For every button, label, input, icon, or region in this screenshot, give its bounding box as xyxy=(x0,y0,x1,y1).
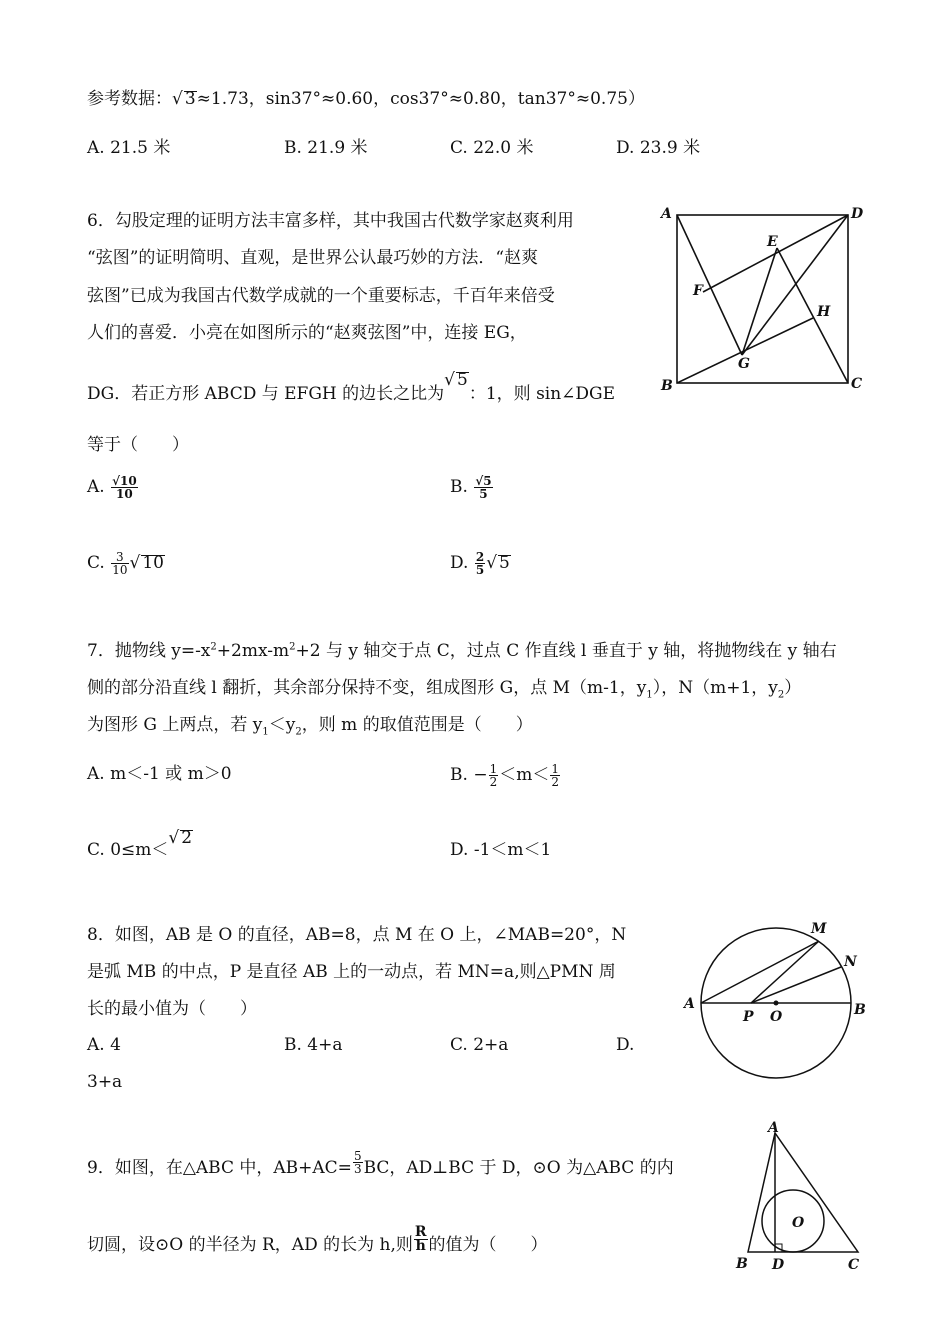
q7-option-a[interactable]: A. m＜-1 或 m＞0 xyxy=(87,764,232,784)
q7-opt-c-rad: 2 xyxy=(181,828,193,848)
segment-ag xyxy=(677,215,742,355)
label-e: E xyxy=(767,234,778,250)
q7-l2-sub2: 2 xyxy=(777,689,785,701)
label-f: F xyxy=(693,283,703,299)
q6-opt-a-num: √10 xyxy=(112,474,137,488)
label-a: A xyxy=(684,996,695,1012)
q9-l1-a: 9．如图，在△ABC 中，AB+AC= xyxy=(87,1158,352,1178)
q5-option-d[interactable]: D. 23.9 米 xyxy=(616,138,701,158)
q7-option-c[interactable]: C. 0≤m＜√ 2 xyxy=(87,828,193,860)
q7-opt-b-mid: ＜m＜ xyxy=(499,765,550,785)
q7-opt-b-label: B. xyxy=(450,765,468,785)
q6-opt-d-num: 2 xyxy=(475,550,485,564)
q7-line3 xyxy=(87,714,533,736)
q9-l2-b: 的值为（ ） xyxy=(428,1235,548,1255)
q7-l1-a: 7．抛物线 y=-x xyxy=(87,641,211,661)
label-h: H xyxy=(817,304,831,320)
q6-opt-c-rad: 10 xyxy=(142,553,164,573)
q7-option-b[interactable] xyxy=(450,763,561,788)
q6-line5-b: ：1，则 sin∠DGE xyxy=(468,384,616,404)
label-n: N xyxy=(844,954,857,970)
q7-l3-a: 为图形 G 上两点，若 y xyxy=(87,715,263,735)
q6-option-c[interactable]: C. $\frac{3}{10}$ √ 10 xyxy=(87,550,164,577)
q7-l1-sup2: 2 xyxy=(289,641,296,653)
segment-pn xyxy=(751,967,841,1003)
q6-opt-a-den: 10 xyxy=(116,487,133,501)
q7-opt-b-den2: 2 xyxy=(551,775,559,789)
q8-option-d[interactable]: D. xyxy=(616,1035,635,1055)
q9-l1-den: 3 xyxy=(353,1162,362,1176)
label-b: B xyxy=(736,1256,748,1272)
label-b: B xyxy=(661,378,673,394)
q9-line1 xyxy=(87,1149,674,1181)
sqrt-symbol: √ xyxy=(172,89,183,109)
q7-opt-b-den1: 2 xyxy=(489,775,498,789)
q7-l1-sup1: 2 xyxy=(210,641,217,653)
ref-rest: ≈1.73，sin37°≈0.60，cos37°≈0.80，tan37°≈0.75） xyxy=(196,89,645,109)
q8-option-b[interactable]: B. 4+a xyxy=(284,1035,343,1055)
q9-l1-num: 5 xyxy=(353,1149,362,1163)
q7-opt-b-num1: 1 xyxy=(489,762,498,776)
q8-line3: 长的最小值为（ ） xyxy=(87,999,257,1019)
label-c: C xyxy=(848,1257,860,1273)
q6-line4: 人们的喜爱．小亮在如图所示的“赵爽弦图”中，连接 EG， xyxy=(87,323,527,343)
segment-eg xyxy=(742,248,777,355)
label-a: A xyxy=(768,1120,779,1136)
q9-figure-triangle-incircle xyxy=(730,1118,870,1274)
q6-opt-c-num: 3 xyxy=(111,551,128,564)
q9-l1-b: BC，AD⊥BC 于 D，⊙O 为△ABC 的内 xyxy=(363,1158,674,1178)
q8-line2: 是弧 MB 的中点，P 是直径 AB 上的一动点，若 MN=a,则△PMN 周 xyxy=(87,962,616,982)
q7-l3-c: ，则 m 的取值范围是（ ） xyxy=(301,715,533,735)
q6-line1: 6．勾股定理的证明方法丰富多样，其中我国古代数学家赵爽利用 xyxy=(87,211,574,231)
q7-line1 xyxy=(87,640,837,662)
q7-opt-c-a: C. 0≤m＜ xyxy=(87,840,169,860)
q6-option-d[interactable]: D. $\frac{2}{5}$ √ 5 xyxy=(450,550,510,577)
q6-figure-zhao-shuang-diagram xyxy=(655,200,870,395)
label-a: A xyxy=(661,206,672,222)
center-dot-o xyxy=(774,1001,779,1006)
reference-data-line xyxy=(87,88,645,110)
q5-option-b[interactable]: B. 21.9 米 xyxy=(284,138,368,158)
q7-l1-c: +2 与 y 轴交于点 C，过点 C 作直线 l 垂直于 y 轴，将抛物线在 y 轴右 xyxy=(295,641,837,661)
label-m: M xyxy=(811,921,827,937)
q6-opt-d-den: 5 xyxy=(475,563,485,577)
label-o: O xyxy=(792,1215,805,1231)
label-g: G xyxy=(738,356,750,372)
q7-l2-a: 侧的部分沿直线 l 翻折，其余部分保持不变，组成图形 G，点 M（m-1，y xyxy=(87,678,647,698)
segment-ce xyxy=(777,248,848,383)
ref-sqrt3: 3 xyxy=(184,89,196,109)
q6-opt-d-rad: 5 xyxy=(499,553,510,573)
q6-line6: 等于（ ） xyxy=(87,435,189,455)
q7-l3-sub1: 1 xyxy=(262,726,269,738)
q5-option-c[interactable]: C. 22.0 米 xyxy=(450,138,534,158)
segment-dg xyxy=(742,215,848,355)
q6-option-a[interactable] xyxy=(87,475,139,500)
q7-l2-b: ），N（m+1，y xyxy=(652,678,778,698)
q6-line5-a: DG．若正方形 ABCD 与 EFGH 的边长之比为 xyxy=(87,384,445,404)
q7-option-d[interactable]: D. -1＜m＜1 xyxy=(450,840,552,860)
q9-l2-den: h xyxy=(415,1238,426,1254)
q6-option-b[interactable] xyxy=(450,475,494,500)
segment-am xyxy=(701,941,819,1003)
label-d: D xyxy=(851,206,864,222)
q7-l2-sub1: 1 xyxy=(646,689,653,701)
label-c: C xyxy=(851,376,863,392)
square-abcd xyxy=(677,215,848,383)
ref-prefix: 参考数据： xyxy=(87,89,172,109)
q8-option-d-value: 3+a xyxy=(87,1072,123,1092)
q7-l2-c: ） xyxy=(784,678,802,698)
q6-opt-b-num: √5 xyxy=(475,474,492,488)
q7-line2 xyxy=(87,677,801,699)
q6-ratio-sqrt: 5 xyxy=(457,370,468,390)
q6-opt-c-den: 10 xyxy=(112,563,128,577)
label-b: B xyxy=(854,1002,866,1018)
q8-line1: 8．如图，AB 是 O 的直径，AB=8，点 M 在 O 上，∠MAB=20°，N xyxy=(87,925,627,945)
q6-opt-b-label: B. xyxy=(450,477,468,497)
q6-opt-c-label: C. xyxy=(87,553,105,573)
q8-option-a[interactable]: A. 4 xyxy=(87,1035,121,1055)
q7-opt-b-neg: − xyxy=(473,765,488,785)
q7-opt-b-num2: 1 xyxy=(551,762,559,776)
label-o: O xyxy=(770,1009,783,1025)
q6-line3: 弦图”已成为我国古代数学成就的一个重要标志，千百年来倍受 xyxy=(87,286,555,306)
q8-option-c[interactable]: C. 2+a xyxy=(450,1035,509,1055)
q6-line5: DG．若正方形 ABCD 与 EFGH 的边长之比为√ 5：1，则 sin∠DGE xyxy=(87,370,616,404)
q7-l3-sub2: 2 xyxy=(295,726,302,738)
q6-opt-a-label: A. xyxy=(87,477,105,497)
q9-line2 xyxy=(87,1224,548,1259)
q7-l1-b: +2mx-m xyxy=(216,641,290,661)
label-p: P xyxy=(743,1009,754,1025)
q6-opt-d-label: D. xyxy=(450,553,469,573)
q5-option-a[interactable]: A. 21.5 米 xyxy=(87,138,171,158)
q9-l2-num: R xyxy=(414,1224,427,1240)
q6-opt-b-den: 5 xyxy=(479,487,488,501)
q6-line2: “弦图”的证明简明、直观，是世界公认最巧妙的方法．“赵爽 xyxy=(87,248,539,268)
label-d: D xyxy=(772,1257,785,1273)
q8-figure-circle xyxy=(678,918,868,1083)
q7-l3-b: ＜y xyxy=(268,715,296,735)
q9-l2-a: 切圆，设⊙O 的半径为 R，AD 的长为 h,则 xyxy=(87,1235,413,1255)
